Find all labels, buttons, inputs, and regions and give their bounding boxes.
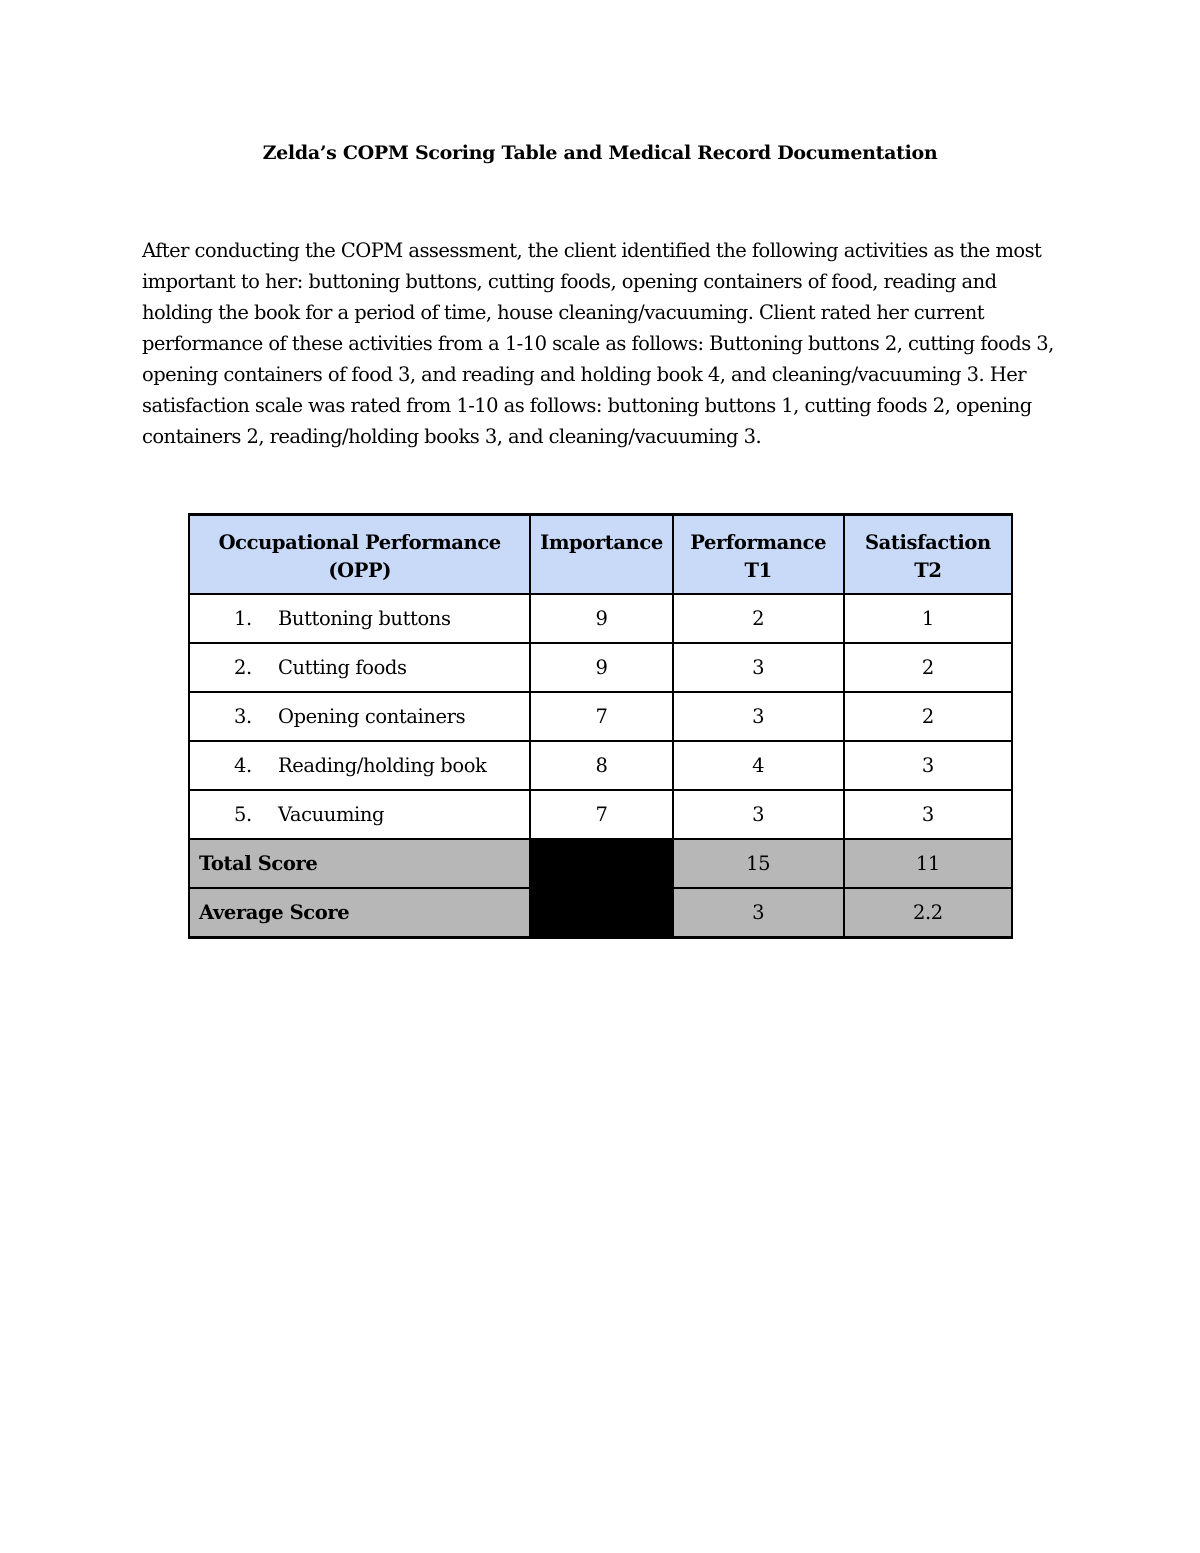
table-row: [189, 594, 1012, 643]
blacked-out-cell: [530, 839, 672, 888]
header-occupational-performance: [189, 515, 530, 595]
activity-number: 2.: [234, 656, 252, 679]
activity-cell: [189, 643, 530, 692]
performance-cell: 4: [673, 741, 844, 790]
importance-cell: 7: [530, 692, 672, 741]
header-satisfaction-line2: T2: [914, 559, 942, 582]
activity-number: 4.: [234, 754, 252, 777]
total-score-row: [189, 839, 1012, 888]
activity-name: Opening containers: [278, 705, 466, 728]
activity-number: 3.: [234, 705, 252, 728]
average-score-row: [189, 888, 1012, 938]
total-satisfaction-cell: 11: [844, 839, 1012, 888]
satisfaction-cell: 1: [844, 594, 1012, 643]
total-score-label: Total Score: [189, 839, 530, 888]
average-performance-cell: 3: [673, 888, 844, 938]
activity-number: 5.: [234, 803, 252, 826]
header-opp-line2: (OPP): [328, 559, 392, 582]
importance-cell: 7: [530, 790, 672, 839]
satisfaction-cell: 2: [844, 643, 1012, 692]
header-performance-line2: T1: [744, 559, 772, 582]
header-importance: Importance: [530, 515, 672, 595]
activity-name: Cutting foods: [278, 656, 407, 679]
average-satisfaction-cell: 2.2: [844, 888, 1012, 938]
satisfaction-cell: 3: [844, 790, 1012, 839]
activity-cell: [189, 594, 530, 643]
importance-cell: 8: [530, 741, 672, 790]
importance-cell: 9: [530, 594, 672, 643]
header-performance-line1: Performance: [690, 531, 827, 554]
activity-cell: [189, 692, 530, 741]
blacked-out-cell: [530, 888, 672, 938]
table-row: [189, 643, 1012, 692]
activity-name: Buttoning buttons: [278, 607, 451, 630]
header-opp-line1: Occupational Performance: [218, 531, 501, 554]
header-satisfaction: [844, 515, 1012, 595]
performance-cell: 3: [673, 643, 844, 692]
header-performance: [673, 515, 844, 595]
activity-cell: [189, 790, 530, 839]
performance-cell: 3: [673, 790, 844, 839]
header-satisfaction-line1: Satisfaction: [864, 531, 991, 554]
performance-cell: 2: [673, 594, 844, 643]
table-row: [189, 692, 1012, 741]
table-row: [189, 790, 1012, 839]
table-header-row: [189, 515, 1012, 595]
activity-name: Reading/holding book: [278, 754, 487, 777]
intro-paragraph: After conducting the COPM assessment, the client identified the following activities as the most important to her: buttoning buttons, cutting foods, opening containers of food, reading and holding the book for a period of time, house cleaning/vacuuming. Client rated her current performance of these activities from a 1-10 scale as follows: Buttoning buttons 2, cutting foods 3, opening containers of food 3, and reading and holding book 4, and cleaning/vacuuming 3. Her satisfaction scale was rated from 1-10 as follows: buttoning buttons 1, cutting foods 2, opening containers 2, reading/holding books 3, and cleaning/vacuuming 3.: [142, 239, 1054, 448]
importance-cell: 9: [530, 643, 672, 692]
page-title: Zelda’s COPM Scoring Table and Medical Record Documentation: [262, 142, 938, 164]
activity-number: 1.: [234, 607, 252, 630]
activity-cell: [189, 741, 530, 790]
copm-scoring-table: [188, 513, 1013, 939]
satisfaction-cell: 2: [844, 692, 1012, 741]
table-row: [189, 741, 1012, 790]
satisfaction-cell: 3: [844, 741, 1012, 790]
average-score-label: Average Score: [189, 888, 530, 938]
performance-cell: 3: [673, 692, 844, 741]
activity-name: Vacuuming: [278, 803, 385, 826]
total-performance-cell: 15: [673, 839, 844, 888]
